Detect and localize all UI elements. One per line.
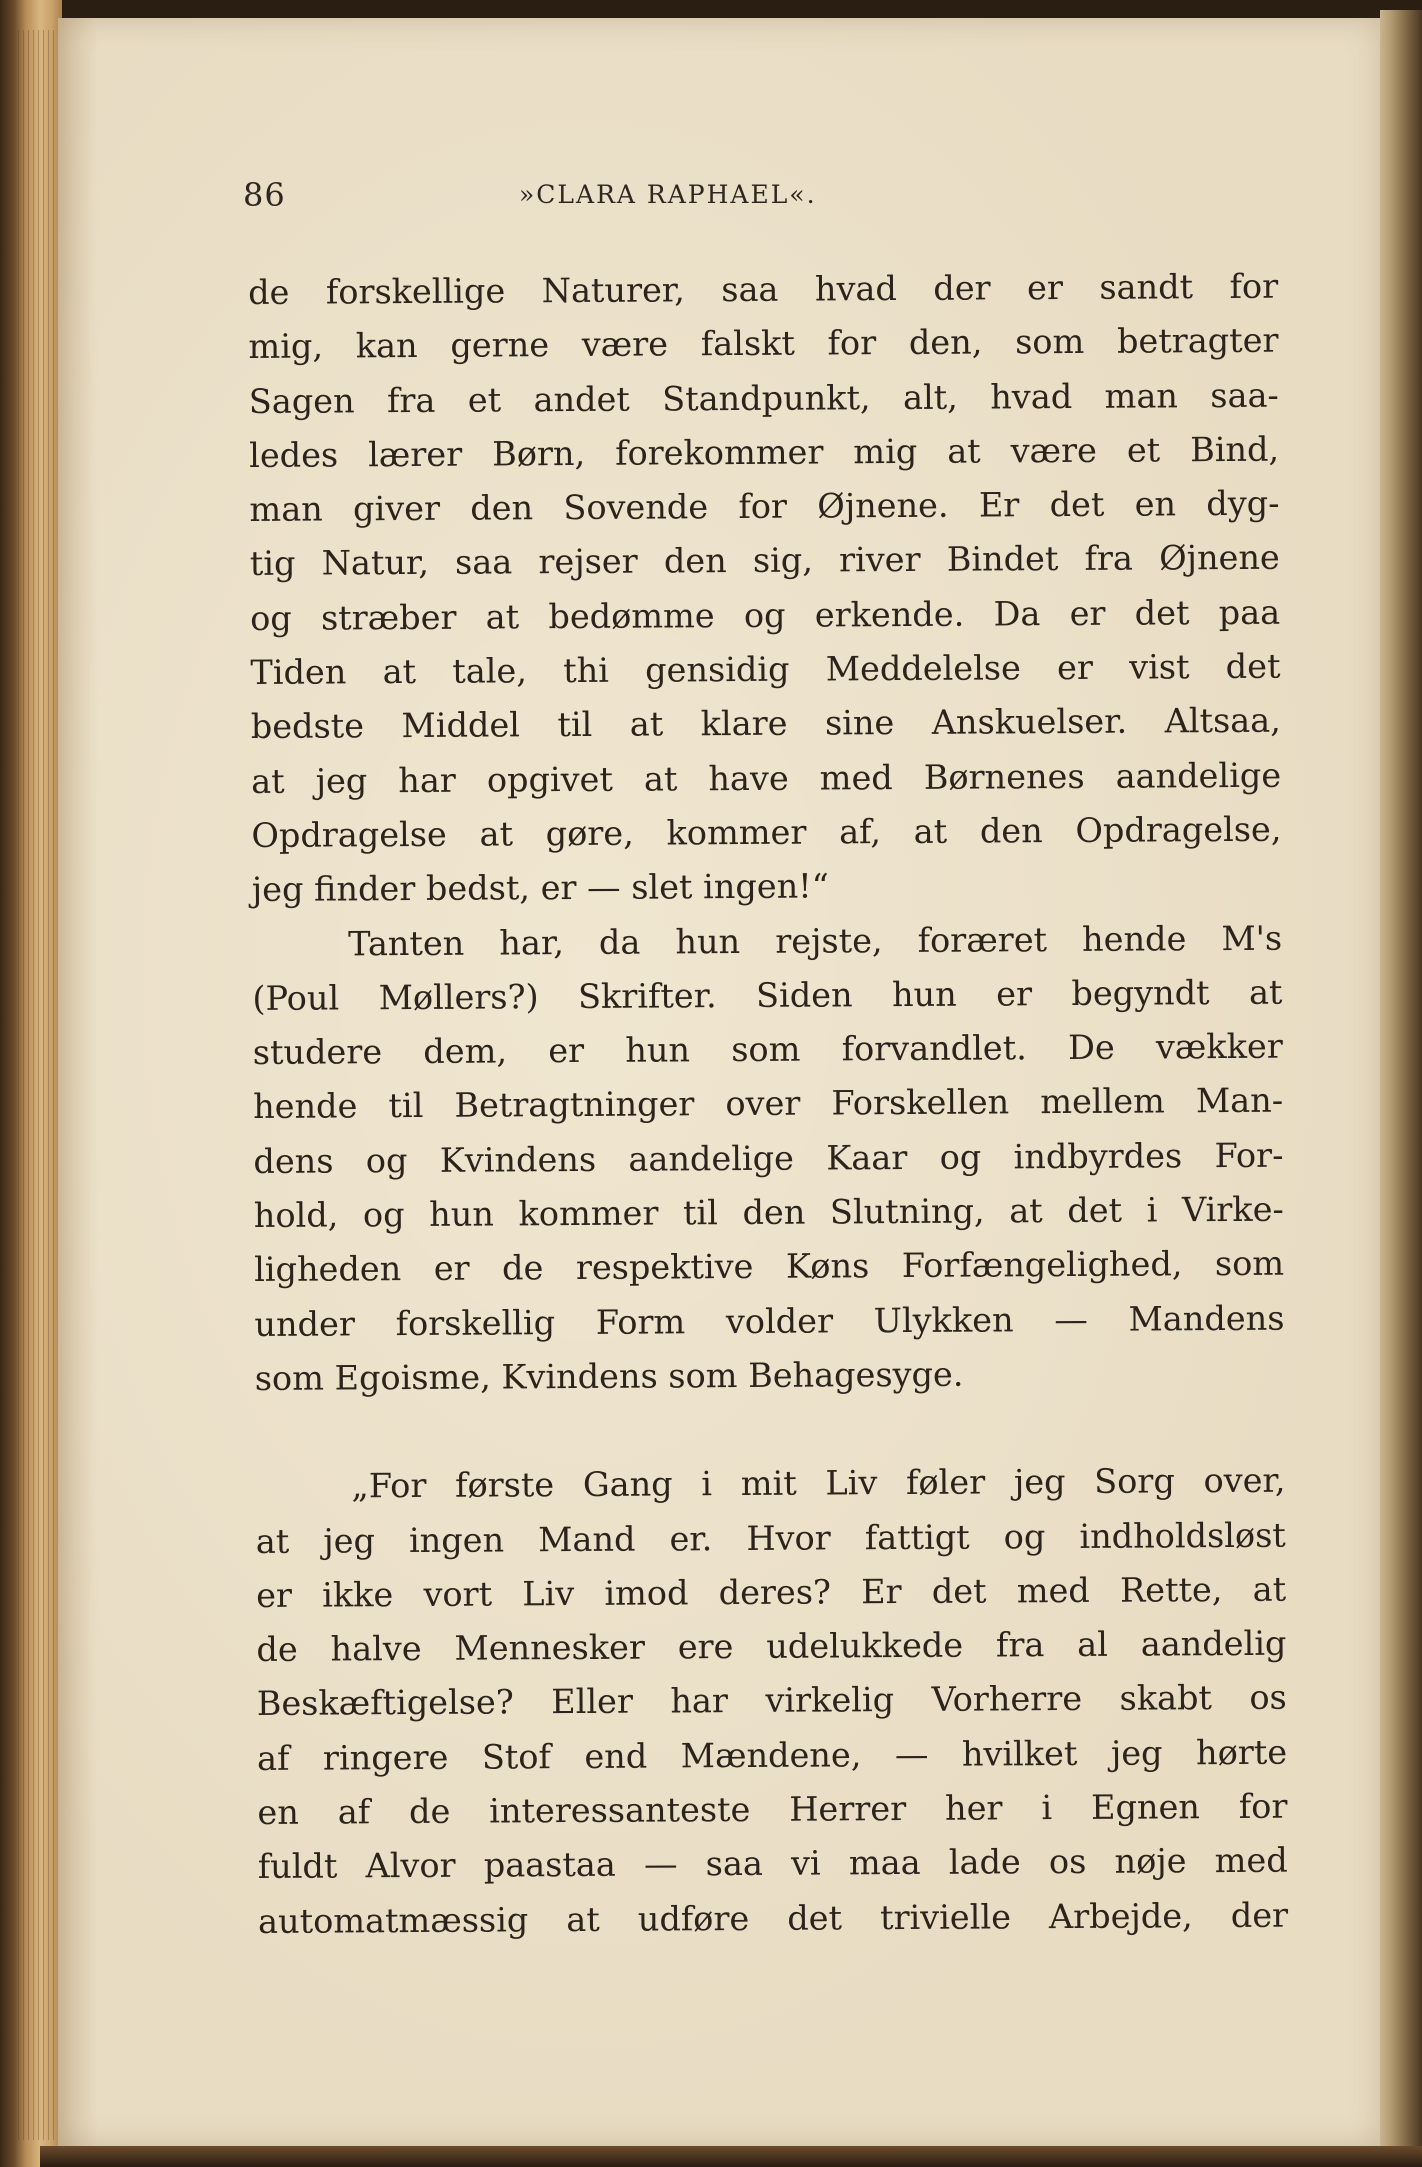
text-line: dens og Kvindens aandelige Kaar og indbyrdes For- — [253, 1135, 1284, 1181]
right-page-edge — [1380, 10, 1422, 2160]
text-line: en af de interessanteste Herrer her i Egnen for — [257, 1786, 1288, 1832]
text-line: Tiden at tale, thi gensidig Meddelelse er vist det — [250, 646, 1281, 693]
text-line: og stræber at bedømme og erkende. Da er det paa — [250, 592, 1281, 638]
running-header — [243, 176, 1293, 226]
text-line: man giver den Sovende for Øjnene. Er det en dyg- — [249, 483, 1280, 530]
text-line: tig Natur, saa rejser den sig, river Bindet fra Øjnene — [249, 538, 1280, 584]
text-line: ligheden er de respektive Køns Forfængelighed, som — [254, 1244, 1285, 1290]
book-spine-edge — [0, 0, 62, 2167]
text-line: de halve Mennesker ere udelukkede fra al aandelig — [256, 1623, 1287, 1670]
text-line: automatmæssig at udføre det trivielle Arbejde, der — [257, 1895, 1289, 1941]
page-stack-lines — [18, 30, 56, 2140]
text-line: (Poul Møllers?) Skrifter. Siden hun er begyndt at — [252, 972, 1283, 1018]
text-line: Opdragelse at gøre, kommer af, at den Opdragelse, — [251, 809, 1282, 855]
text-line: studere dem, er hun som forvandlet. De vækker — [252, 1026, 1283, 1073]
text-line: Sagen fra et andet Standpunkt, alt, hvad man saa- — [248, 375, 1279, 421]
text-line: „For første Gang i mit Liv føler jeg Sorg over, — [351, 1460, 1286, 1506]
text-line: hold, og hun kommer til den Slutning, at det i Virke- — [253, 1189, 1284, 1236]
text-line: under forskellig Form volder Ulykken — Mandens — [254, 1298, 1285, 1344]
body-text — [248, 260, 1288, 1949]
text-line: fuldt Alvor paastaa — saa vi maa lade os nøje med — [257, 1840, 1288, 1887]
paragraph-1 — [248, 260, 1282, 918]
text-line: jeg finder bedst, er — slet ingen!“ — [251, 866, 829, 910]
text-line: er ikke vort Liv imod deres? Er det med Rette, at — [256, 1569, 1287, 1615]
text-line: som Egoisme, Kvindens som Behagesyge. — [254, 1354, 964, 1398]
paragraph-2 — [252, 911, 1285, 1406]
text-line: af ringere Stof end Mændene, — hvilket jeg hørte — [256, 1732, 1288, 1778]
running-title: »CLARA RAPHAEL«. — [519, 180, 817, 209]
text-line: ledes lærer Børn, forekommer mig at være et Bind, — [249, 429, 1280, 475]
paragraph-3 — [255, 1454, 1288, 1949]
bottom-page-edge — [40, 2146, 1422, 2167]
text-line: mig, kan gerne være falskt for den, som betragter — [248, 321, 1279, 367]
text-line: Beskæftigelse? Eller har virkelig Vorherre skabt os — [256, 1678, 1287, 1724]
text-line: Tanten har, da hun rejste, foræret hende M's — [348, 918, 1283, 963]
text-line: at jeg ingen Mand er. Hvor fattigt og indholdsløst — [255, 1515, 1286, 1561]
text-line: bedste Middel til at klare sine Anskuelser. Altsaa, — [250, 701, 1281, 747]
paragraph-gap — [255, 1400, 1285, 1460]
page-number: 86 — [243, 176, 286, 214]
text-line: hende til Betragtninger over Forskellen mellem Man- — [253, 1081, 1284, 1127]
text-line: de forskellige Naturer, saa hvad der er sandt for — [248, 266, 1279, 312]
text-line: at jeg har opgivet at have med Børnenes aandelige — [251, 755, 1282, 801]
